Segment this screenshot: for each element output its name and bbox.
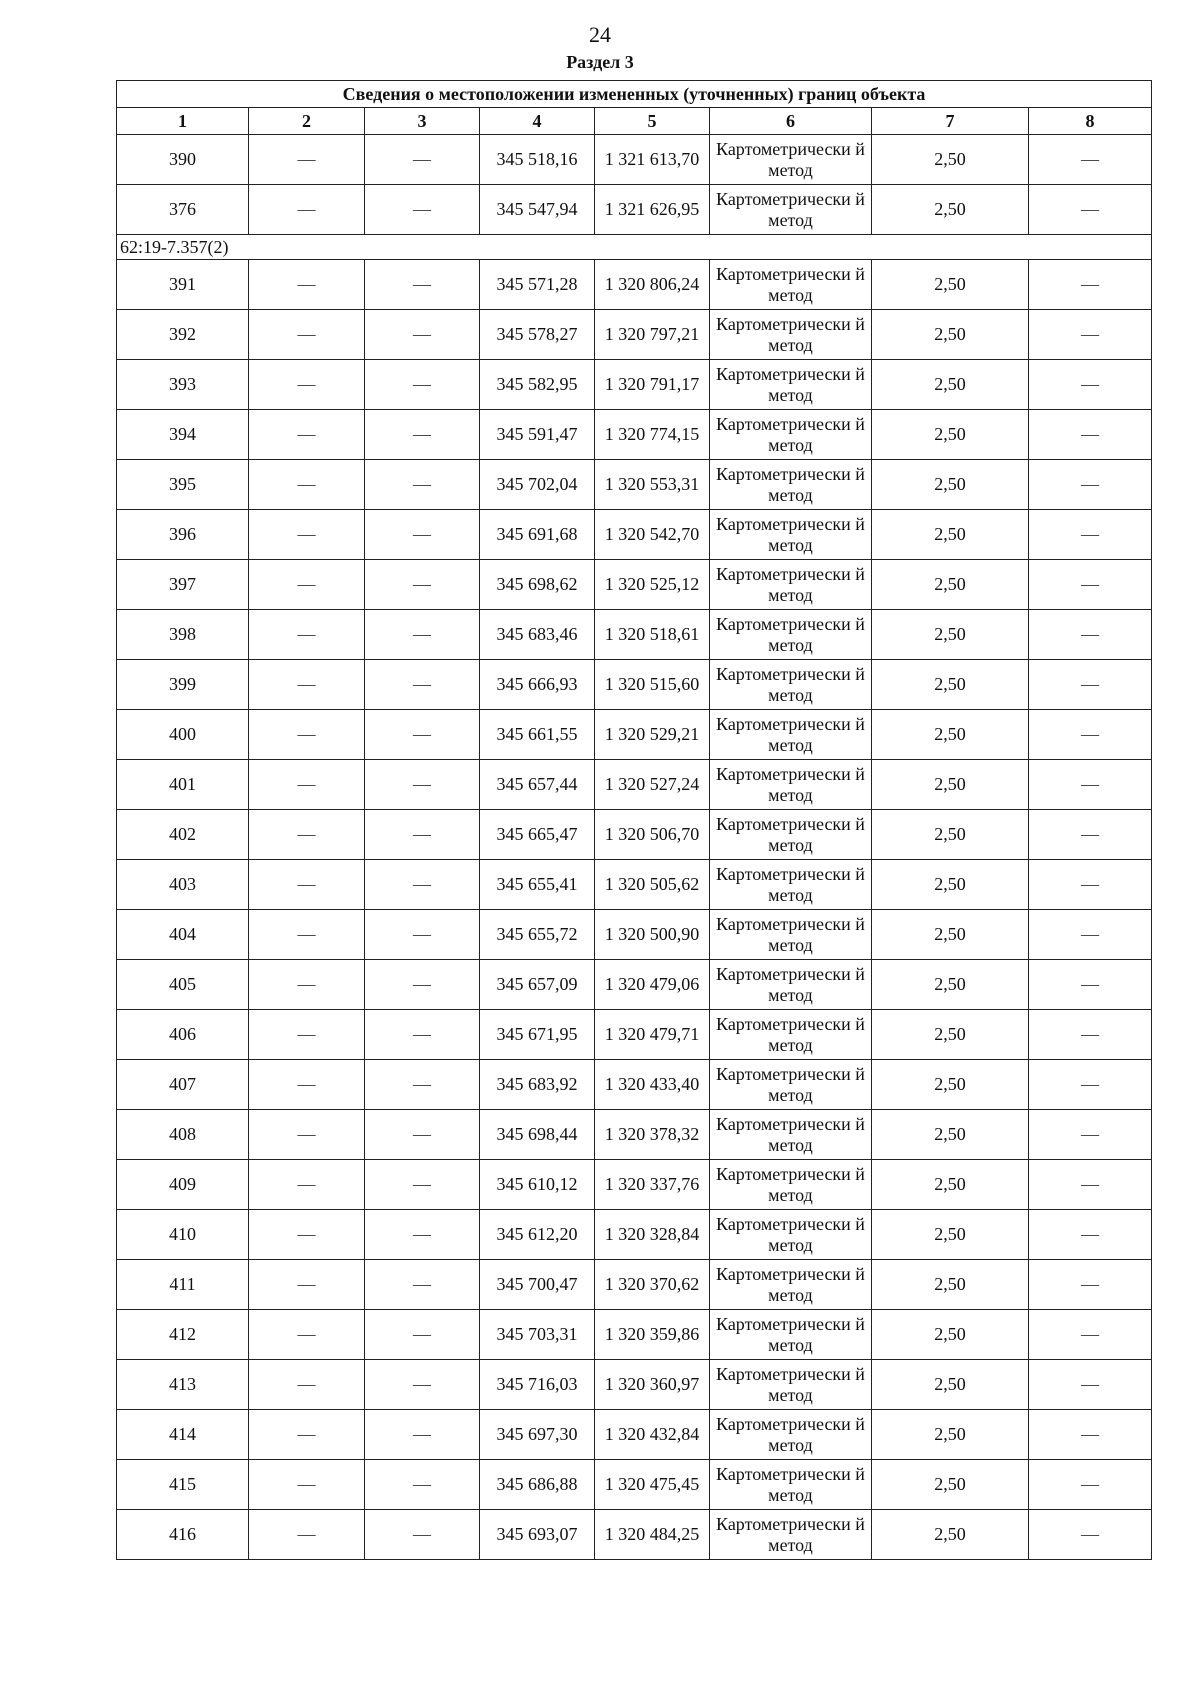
col2-cell: — xyxy=(249,1410,365,1460)
point-number-cell: 399 xyxy=(117,660,249,710)
y-coordinate-cell: 1 320 542,70 xyxy=(595,510,710,560)
y-coordinate-cell: 1 320 791,17 xyxy=(595,360,710,410)
accuracy-cell: 2,50 xyxy=(872,1260,1029,1310)
cadastral-number-label: 62:19-7.357(2) xyxy=(117,235,1152,260)
y-coordinate-cell: 1 320 378,32 xyxy=(595,1110,710,1160)
col2-cell: — xyxy=(249,1010,365,1060)
x-coordinate-cell: 345 661,55 xyxy=(480,710,595,760)
accuracy-cell: 2,50 xyxy=(872,135,1029,185)
point-number-cell: 398 xyxy=(117,610,249,660)
accuracy-cell: 2,50 xyxy=(872,1510,1029,1560)
y-coordinate-cell: 1 320 518,61 xyxy=(595,610,710,660)
x-coordinate-cell: 345 683,46 xyxy=(480,610,595,660)
point-number-cell: 414 xyxy=(117,1410,249,1460)
col8-cell: — xyxy=(1029,310,1152,360)
x-coordinate-cell: 345 655,72 xyxy=(480,910,595,960)
accuracy-cell: 2,50 xyxy=(872,1310,1029,1360)
col2-cell: — xyxy=(249,360,365,410)
x-coordinate-cell: 345 697,30 xyxy=(480,1410,595,1460)
col8-cell: — xyxy=(1029,1010,1152,1060)
x-coordinate-cell: 345 655,41 xyxy=(480,860,595,910)
column-header: 4 xyxy=(480,108,595,135)
accuracy-cell: 2,50 xyxy=(872,260,1029,310)
method-cell: Картометрически й метод xyxy=(710,310,872,360)
x-coordinate-cell: 345 666,93 xyxy=(480,660,595,710)
column-header-row xyxy=(117,108,1152,135)
col2-cell: — xyxy=(249,510,365,560)
method-cell: Картометрически й метод xyxy=(710,1210,872,1260)
table-row xyxy=(117,410,1152,460)
x-coordinate-cell: 345 578,27 xyxy=(480,310,595,360)
x-coordinate-cell: 345 700,47 xyxy=(480,1260,595,1310)
point-number-cell: 412 xyxy=(117,1310,249,1360)
point-number-cell: 392 xyxy=(117,310,249,360)
method-cell: Картометрически й метод xyxy=(710,1160,872,1210)
y-coordinate-cell: 1 320 553,31 xyxy=(595,460,710,510)
x-coordinate-cell: 345 686,88 xyxy=(480,1460,595,1510)
column-header: 8 xyxy=(1029,108,1152,135)
col3-cell: — xyxy=(365,1510,480,1560)
x-coordinate-cell: 345 693,07 xyxy=(480,1510,595,1560)
point-number-cell: 391 xyxy=(117,260,249,310)
column-header: 1 xyxy=(117,108,249,135)
col3-cell: — xyxy=(365,810,480,860)
y-coordinate-cell: 1 320 433,40 xyxy=(595,1060,710,1110)
col8-cell: — xyxy=(1029,660,1152,710)
accuracy-cell: 2,50 xyxy=(872,1410,1029,1460)
col8-cell: — xyxy=(1029,610,1152,660)
col3-cell: — xyxy=(365,135,480,185)
column-header: 7 xyxy=(872,108,1029,135)
col8-cell: — xyxy=(1029,710,1152,760)
x-coordinate-cell: 345 716,03 xyxy=(480,1360,595,1410)
y-coordinate-cell: 1 320 774,15 xyxy=(595,410,710,460)
table-row xyxy=(117,1260,1152,1310)
col2-cell: — xyxy=(249,410,365,460)
col8-cell: — xyxy=(1029,1360,1152,1410)
col2-cell: — xyxy=(249,185,365,235)
col2-cell: — xyxy=(249,760,365,810)
col3-cell: — xyxy=(365,860,480,910)
point-number-cell: 405 xyxy=(117,960,249,1010)
method-cell: Картометрически й метод xyxy=(710,1310,872,1360)
y-coordinate-cell: 1 320 479,06 xyxy=(595,960,710,1010)
col8-cell: — xyxy=(1029,960,1152,1010)
table-row xyxy=(117,310,1152,360)
accuracy-cell: 2,50 xyxy=(872,560,1029,610)
col3-cell: — xyxy=(365,660,480,710)
method-cell: Картометрически й метод xyxy=(710,960,872,1010)
col2-cell: — xyxy=(249,810,365,860)
table-row xyxy=(117,1310,1152,1360)
method-cell: Картометрически й метод xyxy=(710,810,872,860)
method-cell: Картометрически й метод xyxy=(710,1010,872,1060)
accuracy-cell: 2,50 xyxy=(872,1110,1029,1160)
column-header: 5 xyxy=(595,108,710,135)
col2-cell: — xyxy=(249,560,365,610)
col3-cell: — xyxy=(365,1010,480,1060)
point-number-cell: 376 xyxy=(117,185,249,235)
x-coordinate-cell: 345 703,31 xyxy=(480,1310,595,1360)
table-row xyxy=(117,810,1152,860)
col8-cell: — xyxy=(1029,135,1152,185)
table-row xyxy=(117,860,1152,910)
y-coordinate-cell: 1 320 360,97 xyxy=(595,1360,710,1410)
method-cell: Картометрически й метод xyxy=(710,460,872,510)
accuracy-cell: 2,50 xyxy=(872,1210,1029,1260)
x-coordinate-cell: 345 571,28 xyxy=(480,260,595,310)
table-row xyxy=(117,135,1152,185)
table-row xyxy=(117,610,1152,660)
method-cell: Картометрически й метод xyxy=(710,660,872,710)
table-row xyxy=(117,960,1152,1010)
col3-cell: — xyxy=(365,610,480,660)
col3-cell: — xyxy=(365,1460,480,1510)
point-number-cell: 410 xyxy=(117,1210,249,1260)
method-cell: Картометрически й метод xyxy=(710,1260,872,1310)
col2-cell: — xyxy=(249,1110,365,1160)
col8-cell: — xyxy=(1029,760,1152,810)
col3-cell: — xyxy=(365,1210,480,1260)
col2-cell: — xyxy=(249,1510,365,1560)
col2-cell: — xyxy=(249,910,365,960)
col3-cell: — xyxy=(365,1160,480,1210)
point-number-cell: 394 xyxy=(117,410,249,460)
y-coordinate-cell: 1 320 515,60 xyxy=(595,660,710,710)
method-cell: Картометрически й метод xyxy=(710,510,872,560)
point-number-cell: 408 xyxy=(117,1110,249,1160)
table-row xyxy=(117,260,1152,310)
col8-cell: — xyxy=(1029,860,1152,910)
y-coordinate-cell: 1 320 529,21 xyxy=(595,710,710,760)
method-cell: Картометрически й метод xyxy=(710,1360,872,1410)
x-coordinate-cell: 345 691,68 xyxy=(480,510,595,560)
method-cell: Картометрически й метод xyxy=(710,1410,872,1460)
point-number-cell: 407 xyxy=(117,1060,249,1110)
col2-cell: — xyxy=(249,960,365,1010)
col2-cell: — xyxy=(249,135,365,185)
col8-cell: — xyxy=(1029,1110,1152,1160)
col3-cell: — xyxy=(365,410,480,460)
y-coordinate-cell: 1 320 505,62 xyxy=(595,860,710,910)
point-number-cell: 404 xyxy=(117,910,249,960)
x-coordinate-cell: 345 702,04 xyxy=(480,460,595,510)
col8-cell: — xyxy=(1029,510,1152,560)
y-coordinate-cell: 1 320 328,84 xyxy=(595,1210,710,1260)
y-coordinate-cell: 1 320 806,24 xyxy=(595,260,710,310)
column-header: 2 xyxy=(249,108,365,135)
x-coordinate-cell: 345 610,12 xyxy=(480,1160,595,1210)
method-cell: Картометрически й метод xyxy=(710,1060,872,1110)
x-coordinate-cell: 345 582,95 xyxy=(480,360,595,410)
table-row xyxy=(117,360,1152,410)
col3-cell: — xyxy=(365,185,480,235)
col8-cell: — xyxy=(1029,1510,1152,1560)
column-header: 3 xyxy=(365,108,480,135)
point-number-cell: 411 xyxy=(117,1260,249,1310)
accuracy-cell: 2,50 xyxy=(872,760,1029,810)
y-coordinate-cell: 1 320 525,12 xyxy=(595,560,710,610)
accuracy-cell: 2,50 xyxy=(872,460,1029,510)
table-row xyxy=(117,1410,1152,1460)
col2-cell: — xyxy=(249,660,365,710)
col8-cell: — xyxy=(1029,810,1152,860)
col2-cell: — xyxy=(249,610,365,660)
col3-cell: — xyxy=(365,560,480,610)
y-coordinate-cell: 1 320 370,62 xyxy=(595,1260,710,1310)
table-row xyxy=(117,760,1152,810)
col2-cell: — xyxy=(249,1460,365,1510)
y-coordinate-cell: 1 320 506,70 xyxy=(595,810,710,860)
col8-cell: — xyxy=(1029,560,1152,610)
accuracy-cell: 2,50 xyxy=(872,910,1029,960)
point-number-cell: 416 xyxy=(117,1510,249,1560)
col8-cell: — xyxy=(1029,185,1152,235)
point-number-cell: 409 xyxy=(117,1160,249,1210)
y-coordinate-cell: 1 320 797,21 xyxy=(595,310,710,360)
point-number-cell: 396 xyxy=(117,510,249,560)
accuracy-cell: 2,50 xyxy=(872,410,1029,460)
col3-cell: — xyxy=(365,260,480,310)
section-title: Раздел 3 xyxy=(566,52,634,72)
accuracy-cell: 2,50 xyxy=(872,1010,1029,1060)
col2-cell: — xyxy=(249,1260,365,1310)
point-number-cell: 415 xyxy=(117,1460,249,1510)
method-cell: Картометрически й метод xyxy=(710,1510,872,1560)
table-row xyxy=(117,660,1152,710)
x-coordinate-cell: 345 657,09 xyxy=(480,960,595,1010)
col3-cell: — xyxy=(365,460,480,510)
x-coordinate-cell: 345 591,47 xyxy=(480,410,595,460)
page-number: 24 xyxy=(589,22,611,47)
col2-cell: — xyxy=(249,1310,365,1360)
method-cell: Картометрически й метод xyxy=(710,1110,872,1160)
col8-cell: — xyxy=(1029,410,1152,460)
x-coordinate-cell: 345 683,92 xyxy=(480,1060,595,1110)
col2-cell: — xyxy=(249,860,365,910)
point-number-cell: 390 xyxy=(117,135,249,185)
y-coordinate-cell: 1 320 475,45 xyxy=(595,1460,710,1510)
method-cell: Картометрически й метод xyxy=(710,135,872,185)
point-number-cell: 393 xyxy=(117,360,249,410)
col3-cell: — xyxy=(365,910,480,960)
accuracy-cell: 2,50 xyxy=(872,360,1029,410)
col2-cell: — xyxy=(249,310,365,360)
col3-cell: — xyxy=(365,1410,480,1460)
group-label-row xyxy=(117,235,1152,260)
table-row xyxy=(117,710,1152,760)
x-coordinate-cell: 345 671,95 xyxy=(480,1010,595,1060)
method-cell: Картометрически й метод xyxy=(710,410,872,460)
x-coordinate-cell: 345 665,47 xyxy=(480,810,595,860)
table-row xyxy=(117,460,1152,510)
col8-cell: — xyxy=(1029,1460,1152,1510)
accuracy-cell: 2,50 xyxy=(872,310,1029,360)
table-row xyxy=(117,1210,1152,1260)
accuracy-cell: 2,50 xyxy=(872,1160,1029,1210)
col2-cell: — xyxy=(249,710,365,760)
point-number-cell: 400 xyxy=(117,710,249,760)
table-row xyxy=(117,1110,1152,1160)
col3-cell: — xyxy=(365,1060,480,1110)
col8-cell: — xyxy=(1029,360,1152,410)
column-header: 6 xyxy=(710,108,872,135)
table-row xyxy=(117,185,1152,235)
table-row xyxy=(117,1160,1152,1210)
method-cell: Картометрически й метод xyxy=(710,860,872,910)
col3-cell: — xyxy=(365,510,480,560)
accuracy-cell: 2,50 xyxy=(872,610,1029,660)
method-cell: Картометрически й метод xyxy=(710,610,872,660)
y-coordinate-cell: 1 320 432,84 xyxy=(595,1410,710,1460)
col2-cell: — xyxy=(249,460,365,510)
y-coordinate-cell: 1 320 479,71 xyxy=(595,1010,710,1060)
accuracy-cell: 2,50 xyxy=(872,1360,1029,1410)
table-row xyxy=(117,910,1152,960)
col8-cell: — xyxy=(1029,1060,1152,1110)
accuracy-cell: 2,50 xyxy=(872,510,1029,560)
col8-cell: — xyxy=(1029,910,1152,960)
col2-cell: — xyxy=(249,260,365,310)
table-row xyxy=(117,510,1152,560)
col8-cell: — xyxy=(1029,1310,1152,1360)
table-row xyxy=(117,1360,1152,1410)
col3-cell: — xyxy=(365,960,480,1010)
accuracy-cell: 2,50 xyxy=(872,810,1029,860)
col3-cell: — xyxy=(365,760,480,810)
accuracy-cell: 2,50 xyxy=(872,960,1029,1010)
table-row xyxy=(117,560,1152,610)
col2-cell: — xyxy=(249,1360,365,1410)
col8-cell: — xyxy=(1029,1260,1152,1310)
y-coordinate-cell: 1 320 527,24 xyxy=(595,760,710,810)
y-coordinate-cell: 1 320 337,76 xyxy=(595,1160,710,1210)
col3-cell: — xyxy=(365,1110,480,1160)
point-number-cell: 401 xyxy=(117,760,249,810)
col3-cell: — xyxy=(365,360,480,410)
x-coordinate-cell: 345 698,62 xyxy=(480,560,595,610)
col8-cell: — xyxy=(1029,260,1152,310)
x-coordinate-cell: 345 657,44 xyxy=(480,760,595,810)
col3-cell: — xyxy=(365,310,480,360)
col3-cell: — xyxy=(365,1310,480,1360)
method-cell: Картометрически й метод xyxy=(710,360,872,410)
point-number-cell: 402 xyxy=(117,810,249,860)
point-number-cell: 397 xyxy=(117,560,249,610)
col2-cell: — xyxy=(249,1210,365,1260)
y-coordinate-cell: 1 320 484,25 xyxy=(595,1510,710,1560)
col8-cell: — xyxy=(1029,1210,1152,1260)
y-coordinate-cell: 1 320 500,90 xyxy=(595,910,710,960)
col3-cell: — xyxy=(365,710,480,760)
y-coordinate-cell: 1 320 359,86 xyxy=(595,1310,710,1360)
method-cell: Картометрически й метод xyxy=(710,185,872,235)
table-row xyxy=(117,1510,1152,1560)
method-cell: Картометрически й метод xyxy=(710,1460,872,1510)
y-coordinate-cell: 1 321 613,70 xyxy=(595,135,710,185)
accuracy-cell: 2,50 xyxy=(872,185,1029,235)
x-coordinate-cell: 345 547,94 xyxy=(480,185,595,235)
method-cell: Картометрически й метод xyxy=(710,910,872,960)
col8-cell: — xyxy=(1029,460,1152,510)
col8-cell: — xyxy=(1029,1160,1152,1210)
accuracy-cell: 2,50 xyxy=(872,860,1029,910)
col2-cell: — xyxy=(249,1060,365,1110)
x-coordinate-cell: 345 612,20 xyxy=(480,1210,595,1260)
boundary-coordinates-table xyxy=(116,80,1152,1560)
table-row xyxy=(117,1460,1152,1510)
method-cell: Картометрически й метод xyxy=(710,260,872,310)
method-cell: Картометрически й метод xyxy=(710,710,872,760)
x-coordinate-cell: 345 518,16 xyxy=(480,135,595,185)
table-body xyxy=(117,135,1152,1560)
point-number-cell: 395 xyxy=(117,460,249,510)
point-number-cell: 403 xyxy=(117,860,249,910)
accuracy-cell: 2,50 xyxy=(872,1060,1029,1110)
method-cell: Картометрически й метод xyxy=(710,760,872,810)
col3-cell: — xyxy=(365,1360,480,1410)
accuracy-cell: 2,50 xyxy=(872,710,1029,760)
point-number-cell: 406 xyxy=(117,1010,249,1060)
col2-cell: — xyxy=(249,1160,365,1210)
point-number-cell: 413 xyxy=(117,1360,249,1410)
x-coordinate-cell: 345 698,44 xyxy=(480,1110,595,1160)
col3-cell: — xyxy=(365,1260,480,1310)
y-coordinate-cell: 1 321 626,95 xyxy=(595,185,710,235)
table-caption: Сведения о местоположении измененных (уточненных) границ объекта xyxy=(117,81,1152,108)
table-row xyxy=(117,1060,1152,1110)
table-row xyxy=(117,1010,1152,1060)
col8-cell: — xyxy=(1029,1410,1152,1460)
accuracy-cell: 2,50 xyxy=(872,1460,1029,1510)
accuracy-cell: 2,50 xyxy=(872,660,1029,710)
method-cell: Картометрически й метод xyxy=(710,560,872,610)
